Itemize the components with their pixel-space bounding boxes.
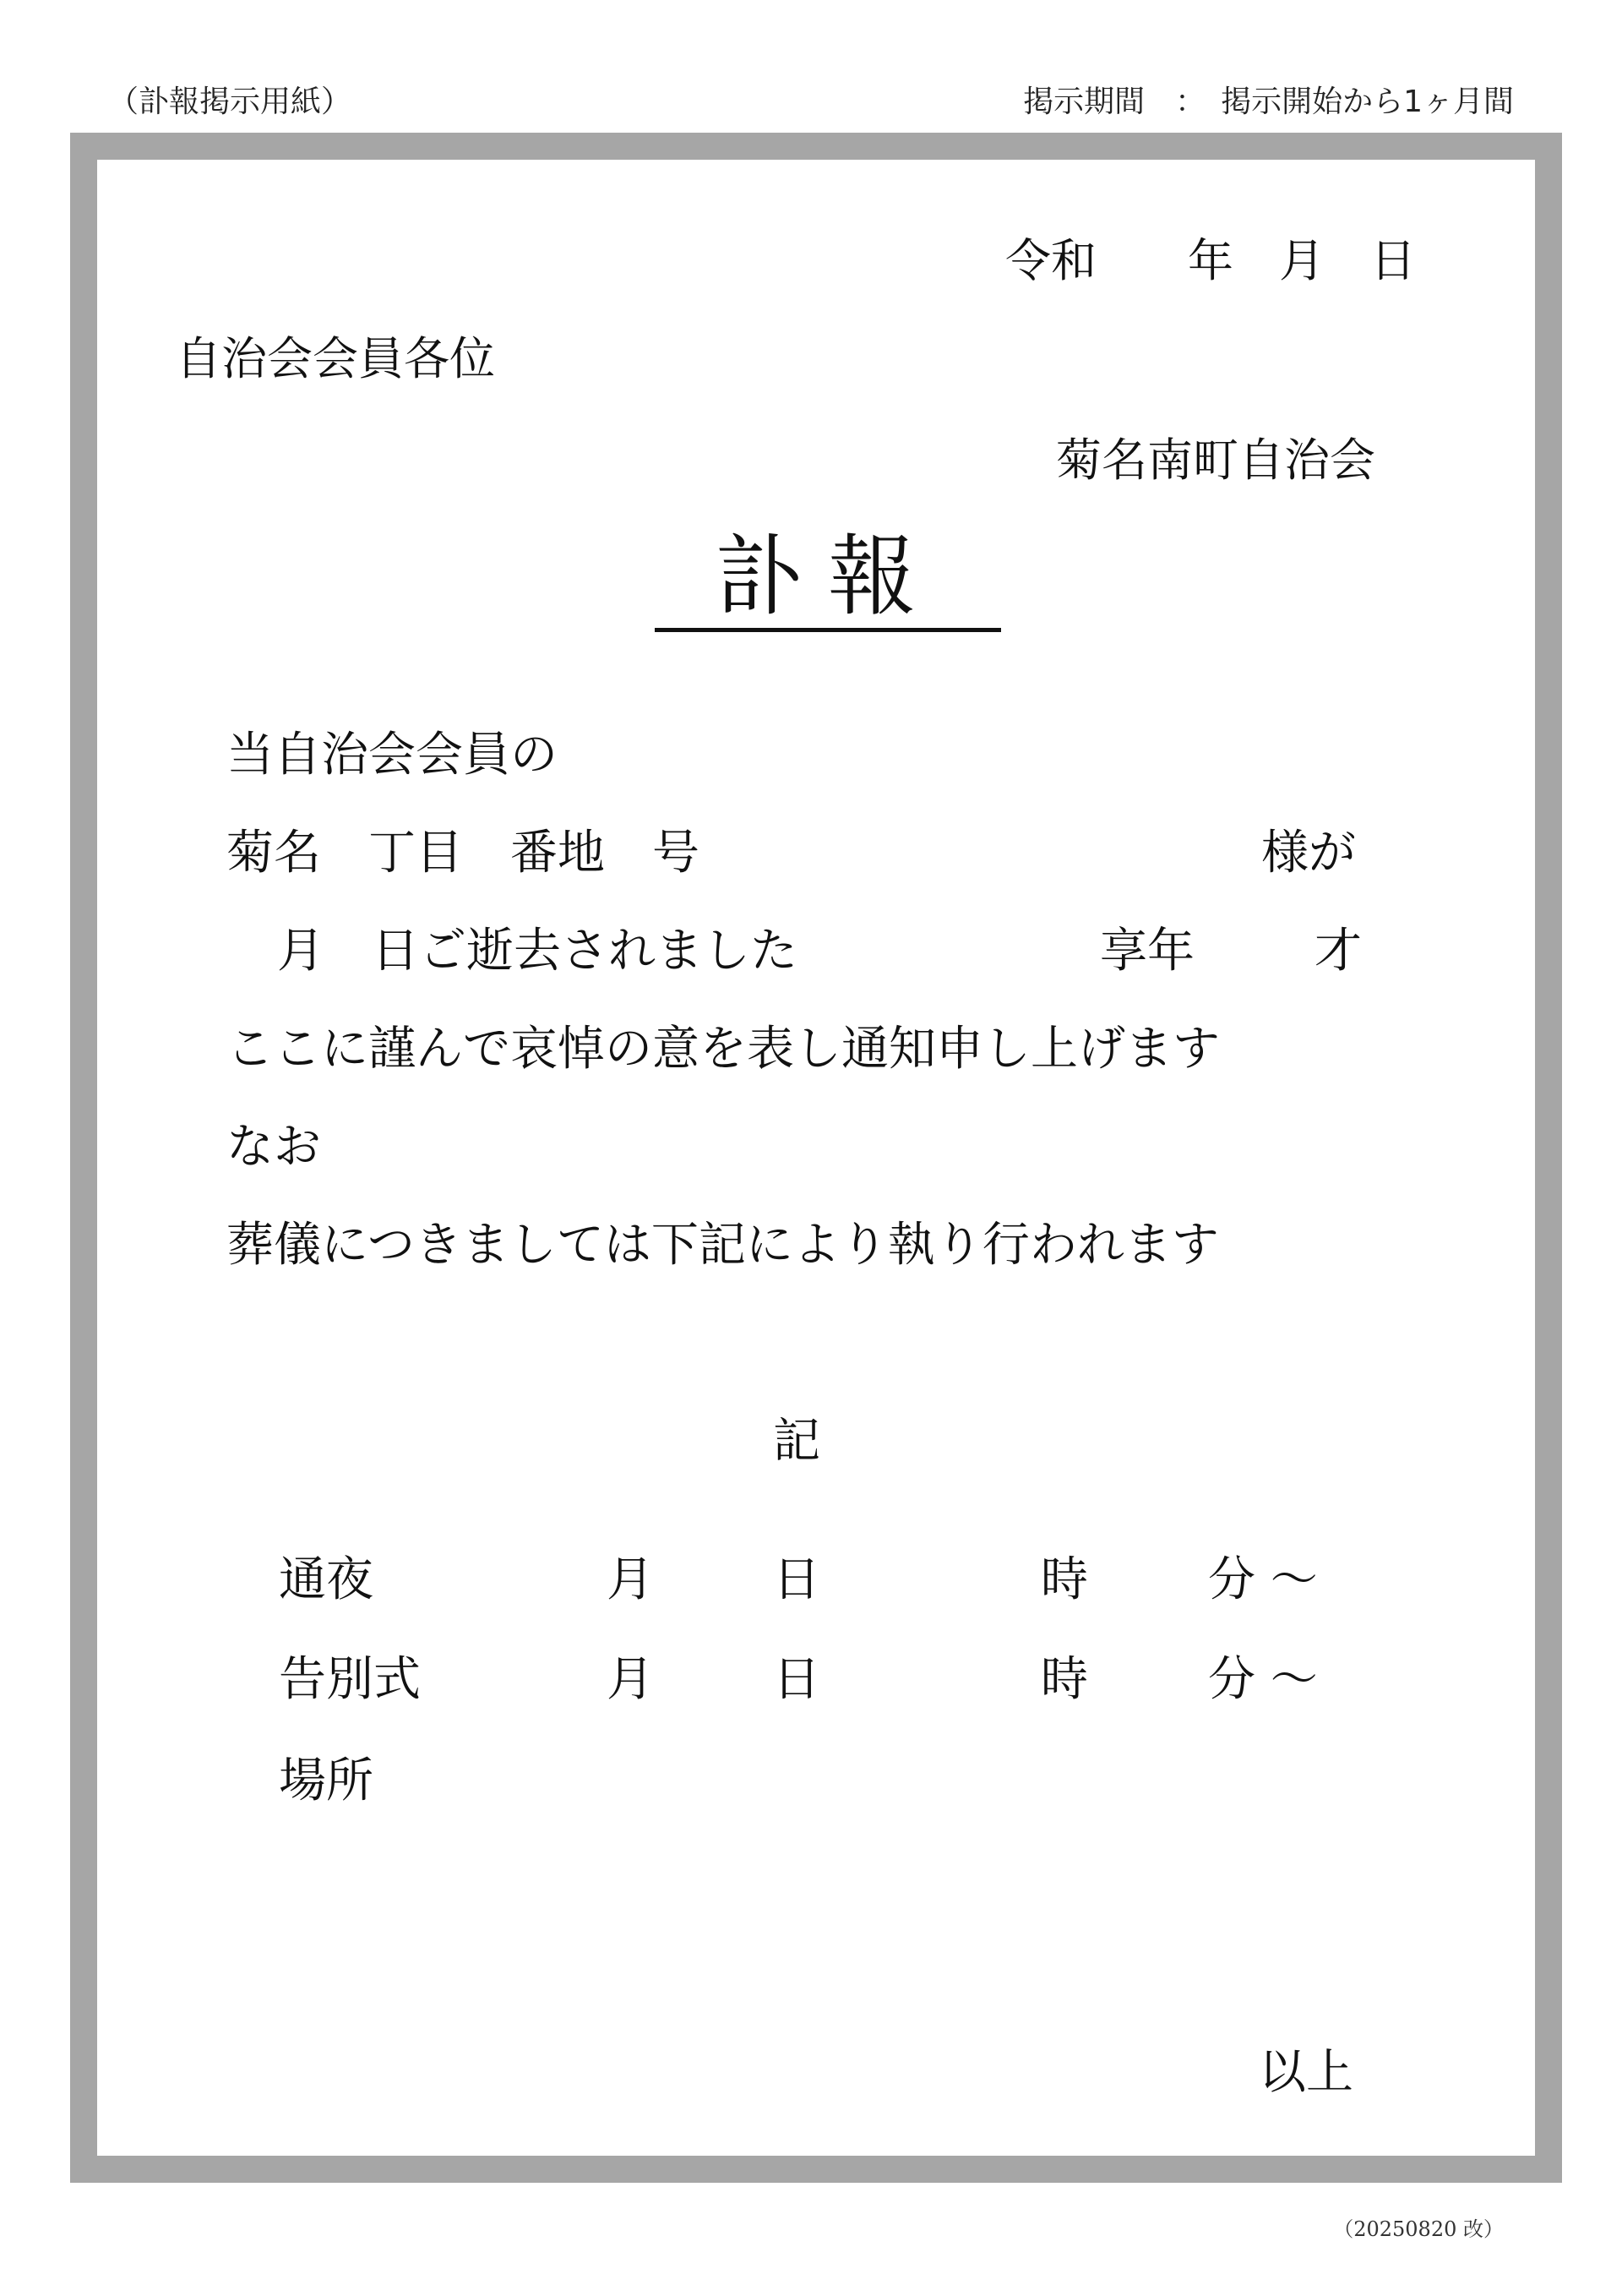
schedule-hour-wake: 時 [1041,1552,1088,1607]
body-line-member: 当自治会会員の [226,728,558,783]
schedule-label-funeral: 告別式 [279,1652,421,1707]
schedule-day-wake: 日 [773,1552,820,1607]
body-line-address: 菊名 丁目 番地 号 [226,826,699,881]
revision-note: （20250820 改） [1333,2217,1504,2241]
body-line-passing-date: 月 日ご逝去されました [277,924,797,979]
body-line-funeral-notice: 葬儀につきましては下記により執り行われます [226,1218,1219,1273]
title-underline [655,628,1001,632]
body-line-condolence: ここに謹んで哀悼の意を表し通知申し上げます [226,1022,1220,1077]
association-name: 菊名南町自治会 [1056,434,1375,487]
body-line-age-unit: 才 [1314,924,1362,979]
ki-heading: 記 [773,1414,820,1469]
date-line: 令和 年 月 日 [1005,234,1416,287]
schedule-day-funeral: 日 [773,1652,820,1707]
closing-ijo: 以上 [1259,2045,1353,2100]
page-title: 訃報 [714,525,941,628]
schedule-hour-funeral: 時 [1041,1652,1088,1707]
schedule-label-wake: 通夜 [279,1552,373,1607]
paper-type-label: （訃報掲示用紙） [108,85,352,119]
schedule-month-funeral: 月 [607,1652,654,1707]
schedule-label-place: 場所 [279,1753,373,1808]
body-line-address-honorific: 様が [1261,826,1356,881]
schedule-minute-funeral: 分 ～ [1208,1652,1318,1707]
schedule-month-wake: 月 [607,1552,654,1607]
title-block [655,525,1001,628]
recipient-line: 自治会会員各位 [176,332,495,385]
posting-period-label: 掲示期間 ： 掲示開始から1ヶ月間 [1023,85,1514,119]
body-line-age-label: 享年 [1100,924,1195,979]
schedule-minute-wake: 分 ～ [1208,1552,1318,1607]
body-line-nao: なお [226,1120,321,1175]
